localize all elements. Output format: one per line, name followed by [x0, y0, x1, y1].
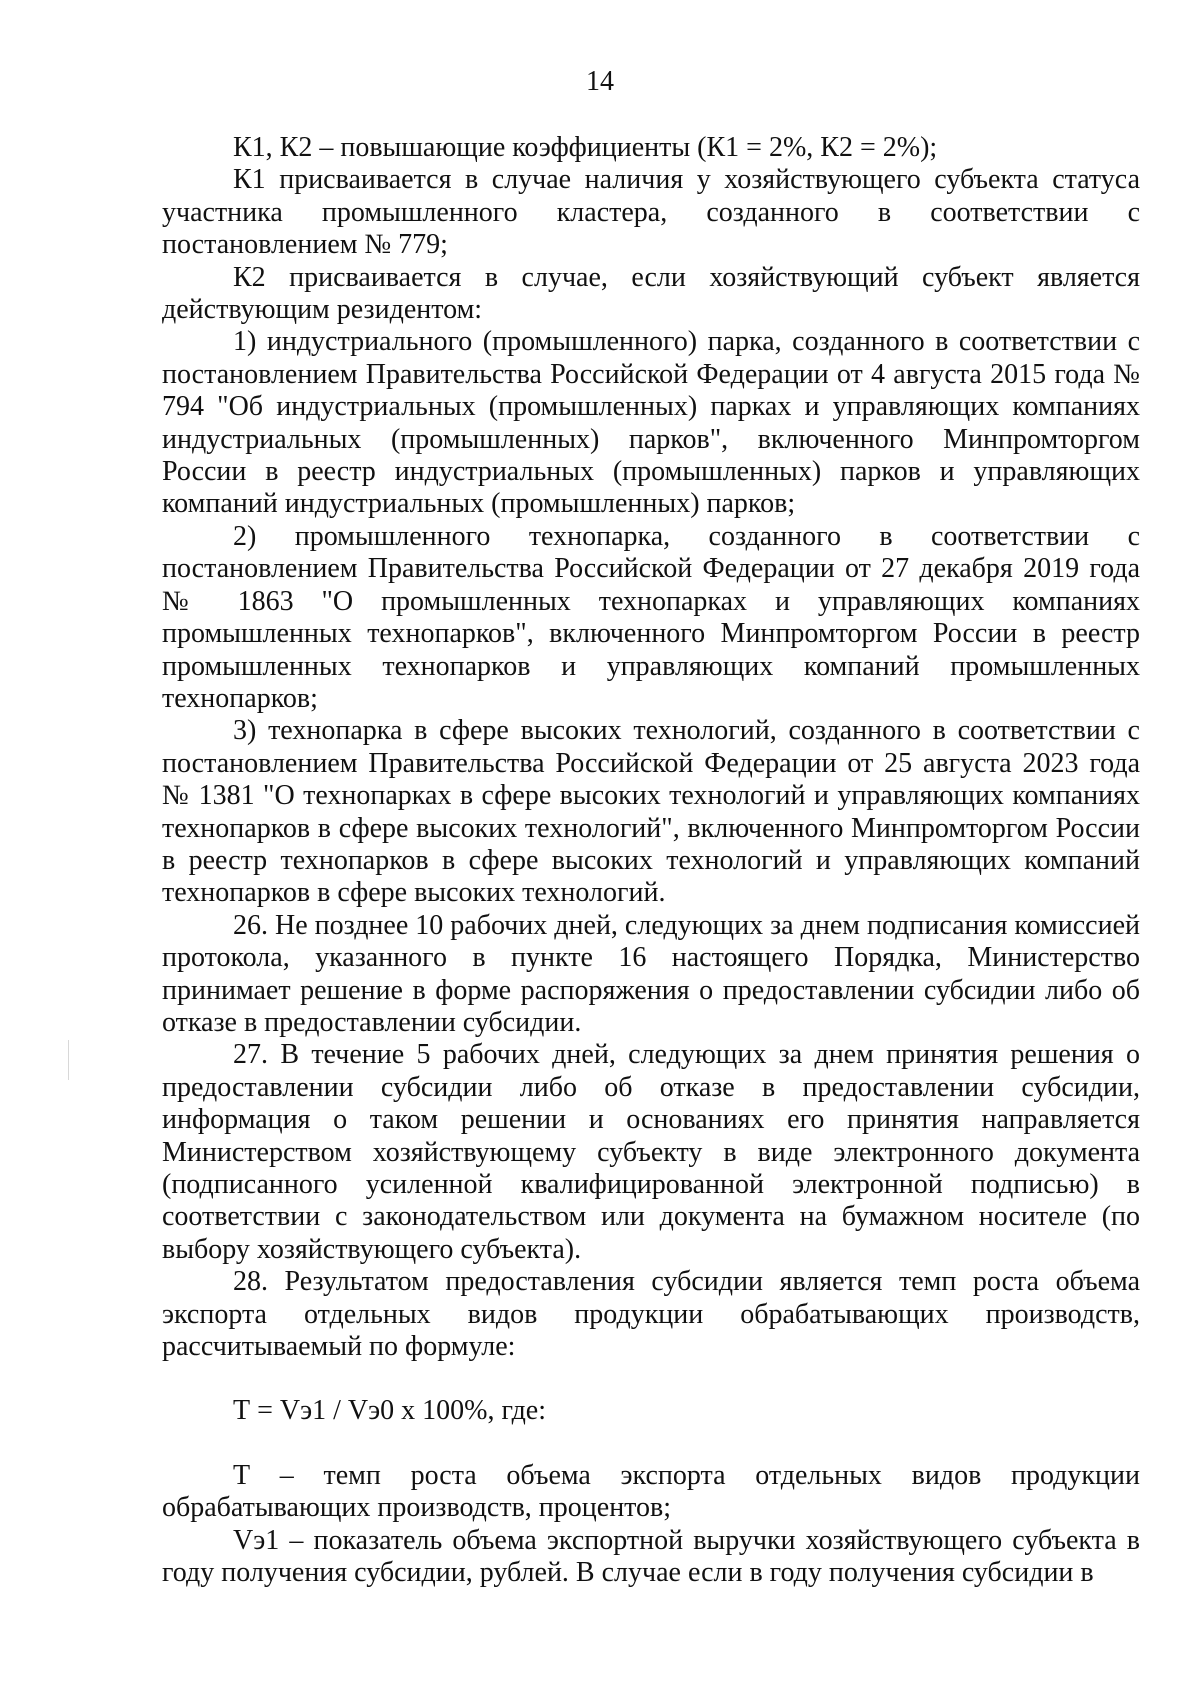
- paragraph-k1k2-definition: К1, К2 – повышающие коэффициенты (К1 = 2%, К2 = 2%);: [233, 132, 938, 163]
- clause-26: 26. Не позднее 10 рабочих дней, следующих за днем подписания комиссией протокола, указанного в пункте 16 настоящего Порядка, Министерство принимает решение в форме распоряжения о предоставлении субсидии либо об отказе в предоставлении субсидии.: [162, 909, 1141, 1038]
- list-item-high-tech-technopark: 3) технопарка в сфере высоких технологий, созданного в соответствии с постановлением Правительства Российской Федерации от 25 августа 2023 года № 1381 "О технопарках в сфере высоких технологий и управляющих компаниях технопарков в сфере высоких технологий", включенного Минпромторгом России в реестр технопарков в сфере высоких технологий и управляющих компаний технопарков в сфере высоких технологий.: [162, 715, 1140, 909]
- definition-ve1: Vэ1 – показатель объема экспортной выручки хозяйствующего субъекта в году получения субсидии, рублей. В случае если в году получения субсидии в: [162, 1524, 1140, 1589]
- definition-t: Т – темп роста объема экспорта отдельных видов продукции обрабатывающих производств, процентов;: [162, 1459, 1140, 1524]
- paragraph-k1-condition: К1 присваивается в случае наличия у хозяйствующего субъекта статуса участника промышленного кластера, созданного в соответствии с постановлением № 779;: [162, 164, 1140, 261]
- paragraph-k2-condition: К2 присваивается в случае, если хозяйствующий субъект является действующим резидентом:: [162, 261, 1140, 326]
- scan-margin-mark: [68, 1040, 69, 1080]
- page-number: 14: [586, 66, 614, 97]
- growth-rate-formula: Т = Vэ1 / Vэ0 х 100%, где:: [233, 1395, 547, 1427]
- document-body: [162, 132, 1140, 1589]
- list-item-industrial-technopark: 2) промышленного технопарка, созданного в соответствии с постановлением Правительства Российской Федерации от 27 декабря 2019 года № 1863 "О промышленных технопарках и управляющих компаниях промышленных технопарков", включенного Минпромторгом России в реестр промышленных технопарков и управляющих компаний промышленных технопарков;: [162, 520, 1140, 714]
- list-item-industrial-park: 1) индустриального (промышленного) парка, созданного в соответствии с постановлением Правительства Российской Федерации от 4 августа 2015 года № 794 "Об индустриальных (промышленных) парках и управляющих компаниях индустриальных (промышленных) парков", включенного Минпромторгом России в реестр индустриальных (промышленных) парков и управляющих компаний индустриальных (промышленных) парков;: [162, 326, 1140, 520]
- clause-28: 28. Результатом предоставления субсидии является темп роста объема экспорта отдельных видов продукции обрабатывающих производств, рассчитываемый по формуле:: [162, 1266, 1140, 1363]
- clause-27: 27. В течение 5 рабочих дней, следующих за днем принятия решения о предоставлении субсидии либо об отказе в предоставлении субсидии, информация о таком решении и основаниях его принятия направляется Министерством хозяйствующему субъекту в виде электронного документа (подписанного усиленной квалифицированной электронной подписью) в соответствии с законодательством или документа на бумажном носителе (по выбору хозяйствующего субъекта).: [162, 1039, 1140, 1265]
